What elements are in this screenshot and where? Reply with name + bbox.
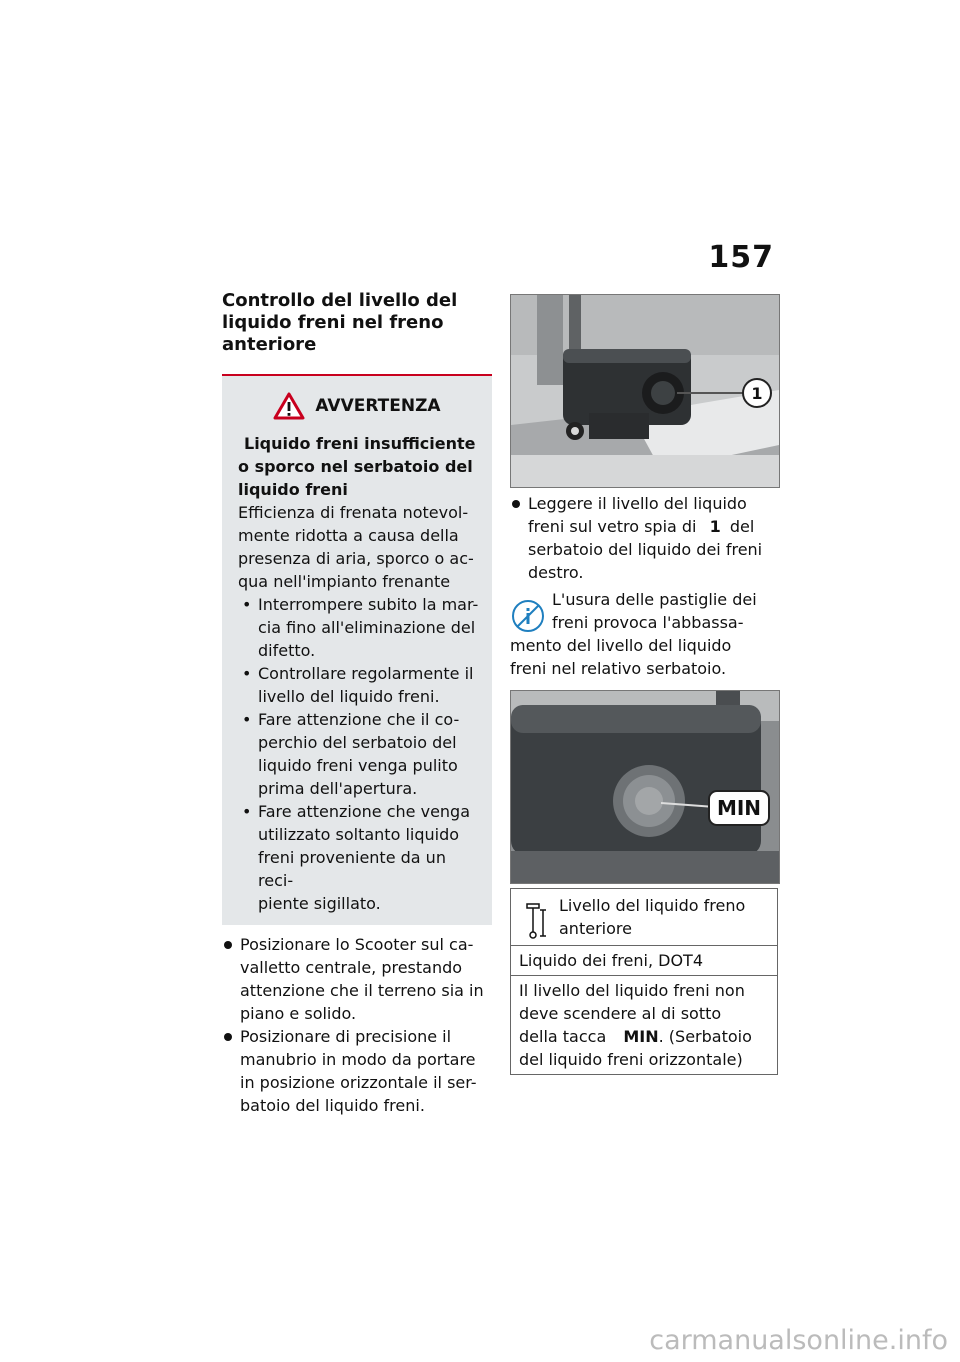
spec-note-line: del liquido freni orizzontale) bbox=[519, 1050, 743, 1069]
warning-body-line: Efficienza di frenata notevol- bbox=[238, 503, 469, 522]
right-column bbox=[510, 294, 780, 1075]
watermark: carmanualsonline.info bbox=[649, 1325, 948, 1356]
step-line: attenzione che il terreno sia in bbox=[240, 981, 484, 1000]
warning-item-line: • Fare attenzione che il co- bbox=[258, 710, 460, 729]
warning-item-line: perchio del serbatoio del bbox=[258, 733, 457, 752]
spec-note-line bbox=[519, 1025, 769, 1048]
min-mark-photo bbox=[510, 690, 780, 884]
warning-item-line: • Fare attenzione che venga bbox=[258, 802, 471, 821]
spec-table-heading bbox=[511, 889, 777, 945]
step-line: Posizionare di precisione il bbox=[240, 1027, 452, 1046]
step-text: del bbox=[729, 517, 755, 536]
left-column bbox=[222, 290, 492, 1117]
info-note-continued bbox=[510, 634, 780, 680]
instruction-steps bbox=[222, 933, 492, 1117]
spec-table bbox=[510, 888, 778, 1075]
spec-note-line: deve scendere al di sotto bbox=[519, 1004, 722, 1023]
info-note-line: L'usura delle pastiglie dei bbox=[552, 590, 757, 609]
page-number: 157 bbox=[708, 240, 774, 275]
warning-list-item bbox=[238, 662, 486, 708]
warning-body bbox=[238, 501, 486, 593]
info-note bbox=[510, 588, 780, 634]
warning-item-line: freni proveniente da un reci- bbox=[258, 848, 446, 890]
warning-list-item bbox=[238, 708, 486, 800]
info-hint-icon bbox=[510, 598, 546, 634]
warning-item-line: cia fino all'eliminazione del bbox=[258, 618, 476, 637]
warning-subtitle bbox=[238, 432, 486, 501]
spec-note-text: della tacca bbox=[519, 1027, 607, 1046]
level-gauge-icon bbox=[521, 898, 549, 942]
warning-item-line: • Interrompere subito la mar- bbox=[258, 595, 479, 614]
step-line: Posizionare lo Scooter sul ca- bbox=[240, 935, 474, 954]
spec-heading-line: Livello del liquido freno bbox=[559, 896, 746, 915]
callout-label: 1 bbox=[751, 384, 763, 403]
step-line: manubrio in modo da portare bbox=[240, 1050, 476, 1069]
reading-step bbox=[510, 492, 780, 584]
spec-note-text: . (Serbatoio bbox=[658, 1027, 752, 1046]
section-title-line: anteriore bbox=[222, 334, 317, 355]
step-line: batoio del liquido freni. bbox=[240, 1096, 425, 1115]
section-title-line: Controllo del livello del bbox=[222, 290, 458, 311]
step-line: destro. bbox=[528, 563, 584, 582]
warning-body-line: presenza di aria, sporco o ac- bbox=[238, 549, 474, 568]
step-line: serbatoio del liquido dei freni bbox=[528, 540, 763, 559]
reference-number: 1 bbox=[709, 517, 721, 536]
info-note-line: mento del livello del liquido bbox=[510, 636, 732, 655]
spec-heading-line: anteriore bbox=[559, 919, 632, 938]
warning-item-line: prima dell'apertura. bbox=[258, 779, 418, 798]
warning-subtitle-line: o sporco nel serbatoio del bbox=[238, 457, 473, 476]
step-text: freni sul vetro spia di bbox=[528, 517, 697, 536]
spec-note-row bbox=[511, 975, 777, 1074]
warning-body-line: mente ridotta a causa della bbox=[238, 526, 459, 545]
warning-box bbox=[222, 374, 492, 925]
step-line: Leggere il livello del liquido bbox=[528, 494, 747, 513]
warning-item-line: utilizzato soltanto liquido bbox=[258, 825, 460, 844]
spec-note-line: Il livello del liquido freni non bbox=[519, 981, 745, 1000]
step-line bbox=[528, 515, 780, 538]
spec-table-heading-text bbox=[559, 892, 745, 940]
warning-list-item bbox=[238, 593, 486, 662]
section-title-line: liquido freni nel freno bbox=[222, 312, 444, 333]
warning-body-line: qua nell'impianto frenante bbox=[238, 572, 451, 591]
warning-item-line: piente sigillato. bbox=[258, 894, 381, 913]
warning-list bbox=[228, 593, 486, 915]
instruction-step bbox=[222, 1025, 492, 1117]
step-line: in posizione orizzontale il ser- bbox=[240, 1073, 477, 1092]
warning-subtitle-line: Liquido freni insufficiente bbox=[244, 434, 476, 453]
warning-item-line: livello del liquido freni. bbox=[258, 687, 440, 706]
min-label: MIN bbox=[716, 796, 762, 820]
info-note-line: freni nel relativo serbatoio. bbox=[510, 659, 727, 678]
instruction-step bbox=[222, 933, 492, 1025]
warning-label: AVVERTENZA bbox=[315, 396, 441, 416]
warning-header bbox=[228, 392, 486, 420]
reading-step-list bbox=[510, 492, 780, 584]
warning-list-item bbox=[238, 800, 486, 915]
warning-item-line: • Controllare regolarmente il bbox=[258, 664, 474, 683]
step-line: valletto centrale, prestando bbox=[240, 958, 463, 977]
min-reference: MIN bbox=[623, 1027, 659, 1046]
spec-fluid-row: Liquido dei freni, DOT4 bbox=[511, 945, 777, 975]
brake-reservoir-photo bbox=[510, 294, 780, 488]
section-title bbox=[222, 290, 492, 356]
step-line: piano e solido. bbox=[240, 1004, 357, 1023]
warning-triangle-icon bbox=[273, 392, 305, 420]
info-note-text bbox=[552, 588, 780, 634]
warning-subtitle-line: liquido freni bbox=[238, 480, 348, 499]
warning-item-line: liquido freni venga pulito bbox=[258, 756, 458, 775]
info-note-line: freni provoca l'abbassa- bbox=[552, 613, 744, 632]
warning-item-line: difetto. bbox=[258, 641, 316, 660]
